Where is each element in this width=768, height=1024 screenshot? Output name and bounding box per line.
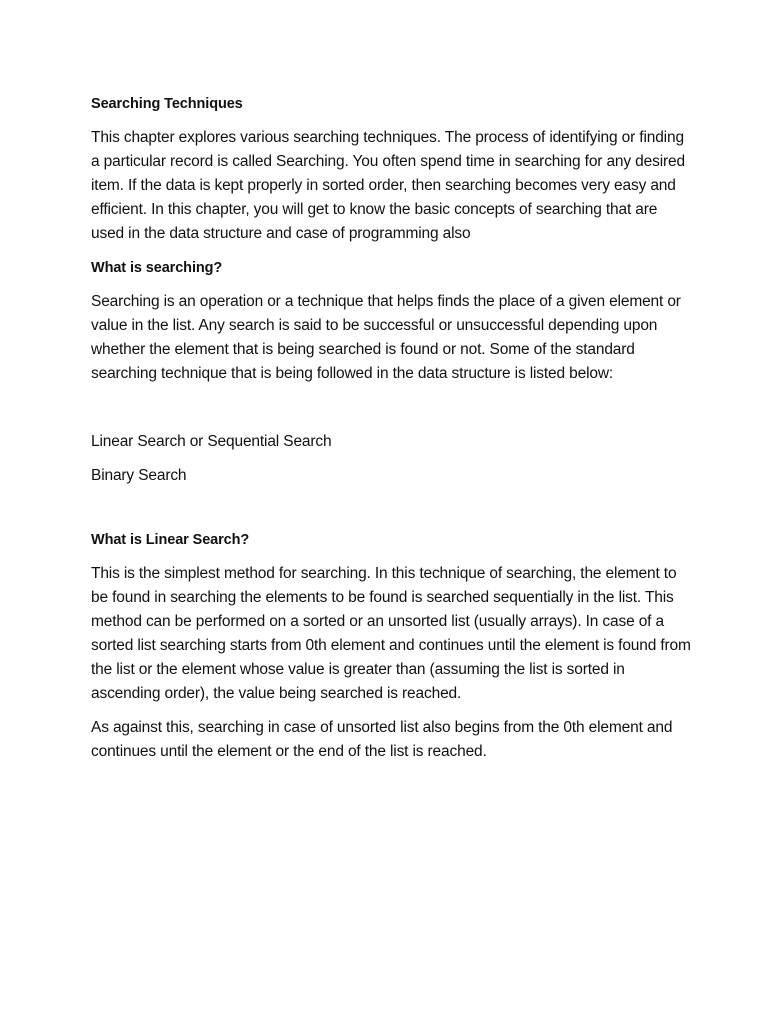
document-title: Searching Techniques bbox=[91, 96, 243, 112]
section-heading-linear-search: What is Linear Search? bbox=[91, 532, 250, 548]
intro-paragraph: This chapter explores various searching techniques. The process of identifying or finding a particular record is called Searching. You often spend time in searching for any desired item. If the data is kept properly in sorted order, then searching becomes very easy and efficient. In this chapter, you will get to know the basic concepts of searching that are used in the data structure and case of programming also bbox=[91, 129, 685, 242]
linear-search-paragraph-1: This is the simplest method for searching. In this technique of searching, the element to be found in searching the elements to be found is searched sequentially in the list. This method can be performed on a sorted or an unsorted list (usually arrays). In case of a sorted list searching starts from 0th element and continues until the element is found from the list or the element whose value is greater than (assuming the list is sorted in ascending order), the value being searched is reached. bbox=[91, 565, 691, 702]
searching-paragraph: Searching is an operation or a technique that helps finds the place of a given element or value in the list. Any search is said to be successful or unsuccessful depending upon whether the element that is being searched is found or not. Some of the standard searching technique that is being followed in the data structure is listed below: bbox=[91, 293, 681, 382]
linear-search-paragraph-2: As against this, searching in case of unsorted list also begins from the 0th element and continues until the element or the end of the list is reached. bbox=[91, 719, 673, 760]
list-item-binary-search: Binary Search bbox=[91, 467, 187, 484]
list-item-linear-search: Linear Search or Sequential Search bbox=[91, 433, 332, 450]
document-page bbox=[91, 94, 691, 764]
section-heading-what-is-searching: What is searching? bbox=[91, 260, 223, 276]
